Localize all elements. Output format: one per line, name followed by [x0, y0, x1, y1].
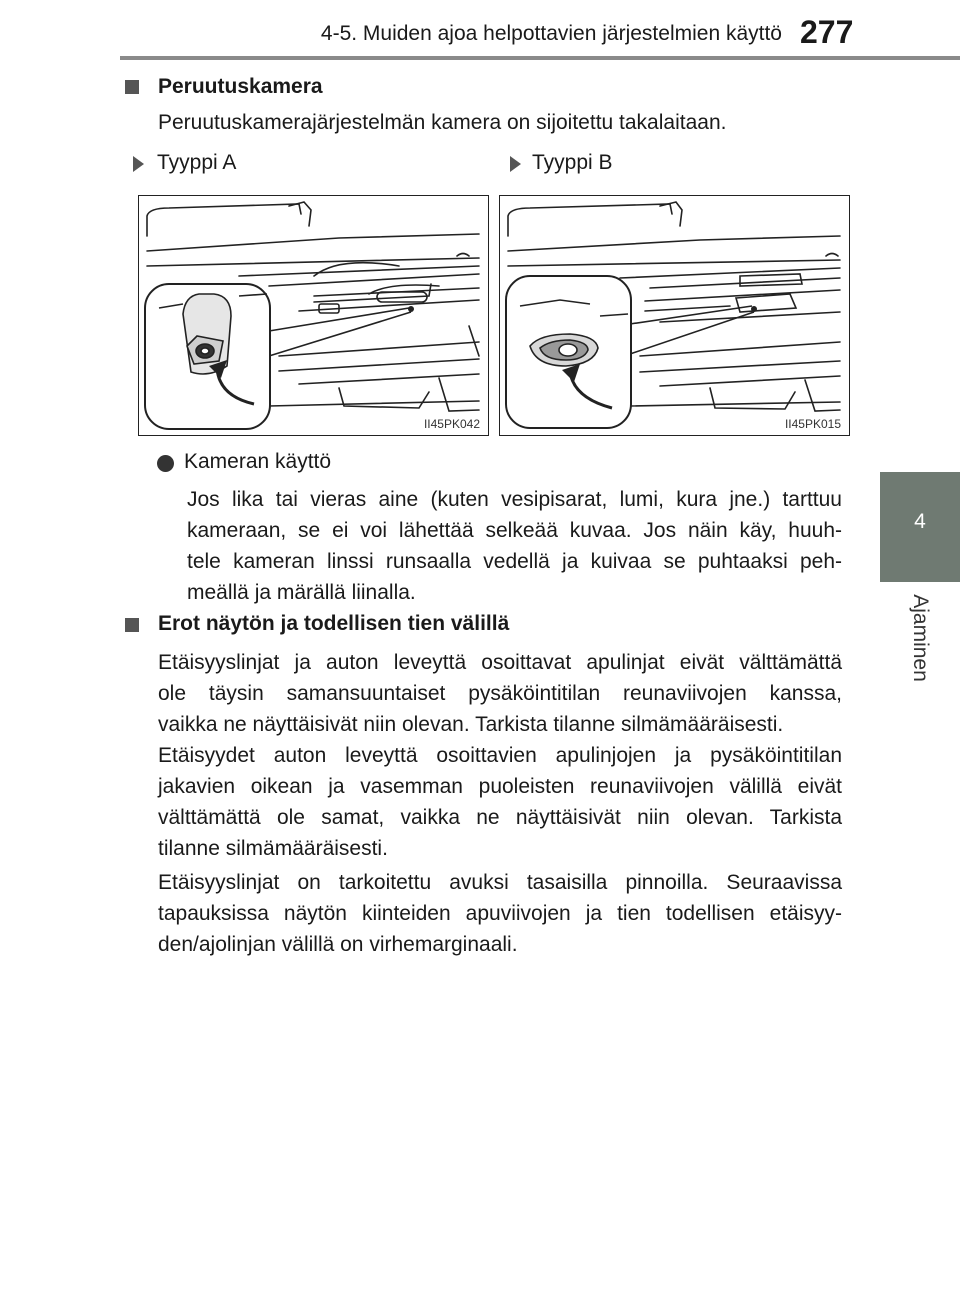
type-b-label: Tyyppi B: [532, 151, 613, 174]
difference-paragraph-1: [158, 647, 842, 740]
usage-line: Jos lika tai vieras aine (kuten vesipisarat, lumi, kura jne.) tarttuu: [187, 488, 842, 511]
figure-type-b: [499, 195, 850, 436]
running-header-title: 4-5. Muiden ajoa helpottavien järjestelmien käyttö: [320, 22, 782, 45]
paragraph-line: den/ajolinjan välillä on virhemarginaali.: [158, 933, 518, 956]
paragraph-line: välttämättä ole samat, vaikka ne näyttäisivät niin olevan. Tarkista: [158, 806, 842, 829]
tailgate-illustration-a: [139, 196, 488, 435]
section-heading-camera: Peruutuskamera: [158, 75, 323, 98]
square-bullet-icon: [125, 80, 139, 94]
paragraph-line: Etäisyyslinjat on tarkoitettu avuksi tasaisilla pinnoilla. Seuraavissa: [158, 871, 842, 894]
figure-type-a: [138, 195, 489, 436]
figure-b-code: II45PK015: [784, 417, 841, 431]
section-heading-differences: Erot näytön ja todellisen tien välillä: [158, 612, 510, 635]
page-number: 277: [800, 14, 854, 50]
triangle-bullet-icon: [510, 156, 521, 172]
chapter-title-vertical: [905, 585, 935, 690]
triangle-bullet-icon: [133, 156, 144, 172]
circle-bullet-icon: [157, 455, 174, 472]
usage-line: kameraan, se ei voi lähettää selkeää kuvaa. Jos näin käy, huuh-: [187, 519, 842, 542]
usage-heading: Kameran käyttö: [184, 450, 332, 473]
type-a-label: Tyyppi A: [157, 151, 237, 174]
chapter-number: 4: [914, 510, 926, 533]
tailgate-illustration-b: [500, 196, 849, 435]
paragraph-line: tilanne silmämääräisesti.: [158, 837, 388, 860]
square-bullet-icon: [125, 618, 139, 632]
chapter-title: Ajaminen: [909, 593, 932, 682]
usage-line: meällä ja märällä liinalla.: [187, 581, 416, 604]
figure-a-code: II45PK042: [423, 417, 480, 431]
camera-intro-text: Peruutuskamerajärjestelmän kamera on sijoitettu takalaitaan.: [158, 111, 727, 134]
paragraph-line: Etäisyydet auton leveyttä osoittavien apulinjojen ja pysäköintitilan: [158, 744, 842, 767]
paragraph-line: Etäisyyslinjat ja auton leveyttä osoittavat apulinjat eivät välttämättä: [158, 651, 842, 674]
paragraph-line: jakavien oikean ja vasemman puoleisten reunaviivojen välillä eivät: [158, 775, 842, 798]
chapter-tab: [880, 472, 960, 582]
paragraph-line: vaikka ne näyttäisivät niin olevan. Tarkista tilanne silmämääräisesti.: [158, 713, 784, 736]
difference-paragraph-2: [158, 740, 842, 864]
paragraph-line: ole täysin samansuuntaiset pysäköintitilan reunaviivojen kanssa,: [158, 682, 842, 705]
usage-line: tele kameran linssi runsaalla vedellä ja kuivaa se puhtaaksi peh-: [187, 550, 842, 573]
header-divider: [120, 56, 960, 60]
difference-paragraph-3: [158, 867, 842, 960]
usage-paragraph: [187, 484, 842, 608]
paragraph-line: tapauksissa näytön kiinteiden apuviivojen ja tien todellisen etäisyy-: [158, 902, 842, 925]
